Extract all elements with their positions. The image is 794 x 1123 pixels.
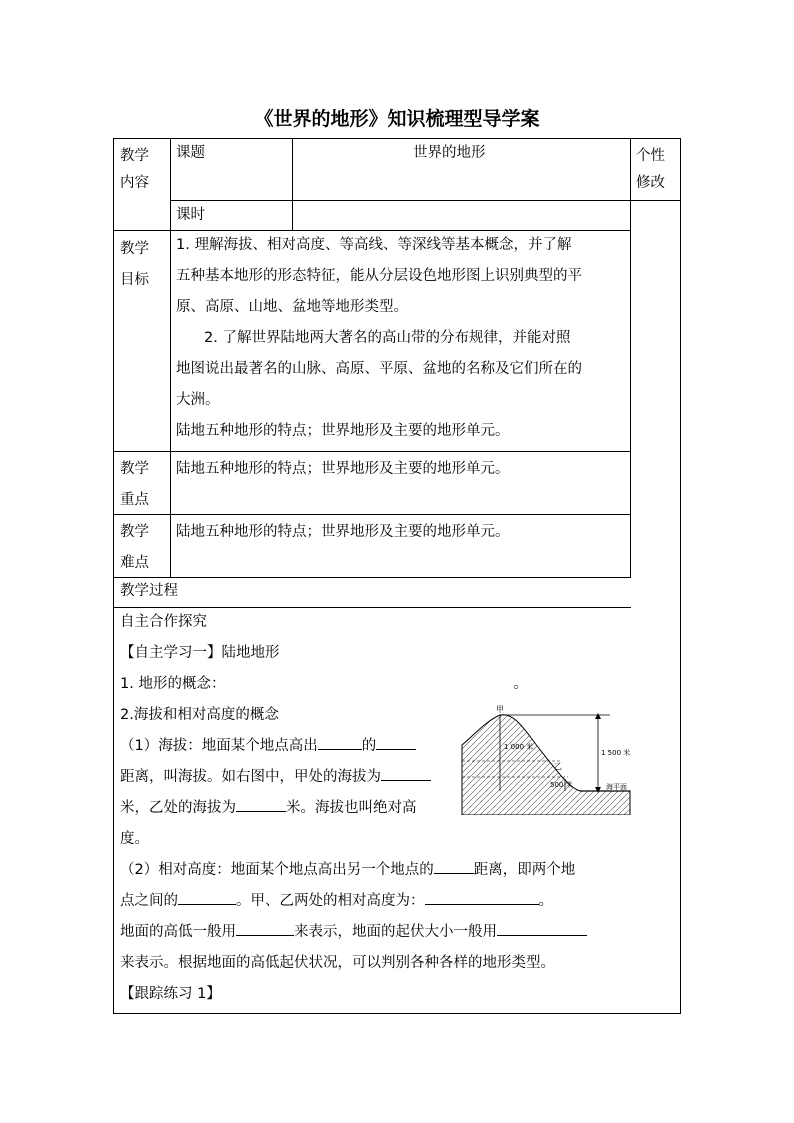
altitude-diagram <box>460 703 632 815</box>
key-points-label: 教学 重点 <box>120 461 149 508</box>
process-body: 自主合作探究 【自主学习一】陆地地形 1. 地形的概念： 。 2.海拔和相对高度的概念 （1）海拔：地面某个地点高出 的 距离，叫海拔。如右图中，甲处的海拔为 米，乙处的海拔为 米。海拔也叫绝对高 度。 （2）相对高度：地面某个地点高出另一个地点的 距离，即两个地 点之间的 。甲、乙两处的相对高度为： 。 地面的高低一般用 来表示，地面的起伏大小一般用 来表示。根据地面的高低起伏状况，可以判别各种各样的地形类型。 【跟踪练习 1】 <box>120 607 628 1010</box>
arrow-head-up-icon <box>595 713 601 719</box>
terrain-profile <box>462 715 630 815</box>
process-label: 教学过程 <box>120 583 178 599</box>
yi-label: 乙 <box>554 762 562 771</box>
label-500m: 500 米 <box>550 781 573 789</box>
difficult-points-text: 陆地五种地形的特点；世界地形及主要的地形单元。 <box>176 524 510 540</box>
goals-text: 1. 理解海拔、相对高度、等高线、等深线等基本概念，并了解 五种基本地形的形态特征，能从分层设色地形图上识别典型的平 原、高原、山地、盆地等地形类型。 2. 了解世界陆地两大著名的高山带的分布规律，并能对照 地图说出最著名的山脉、高原、平原、盆地的名称及它们所在的 大洲。 陆地五种地形的特点；世界地形及主要的地形单元。 <box>176 237 582 439</box>
label-1500m: 1 500 米 <box>601 749 631 757</box>
topic-value: 世界的地形 <box>413 145 486 161</box>
period-label: 课时 <box>176 207 205 223</box>
page-title: 《世界的地形》知识梳理型导学案 <box>254 108 540 130</box>
label-1000m: 1 000 米 <box>504 743 534 751</box>
difficult-points-label: 教学 难点 <box>120 524 149 571</box>
modify-label: 个性 修改 <box>636 148 665 191</box>
goals-label: 教学 目标 <box>120 241 149 288</box>
jia-label: 甲 <box>496 705 504 714</box>
sea-level-label: 海平面 <box>606 783 627 791</box>
content-label: 教学 内容 <box>120 148 149 191</box>
key-points-text: 陆地五种地形的特点；世界地形及主要的地形单元。 <box>176 461 510 477</box>
lesson-table <box>113 138 681 1014</box>
topic-label: 课题 <box>176 145 205 161</box>
